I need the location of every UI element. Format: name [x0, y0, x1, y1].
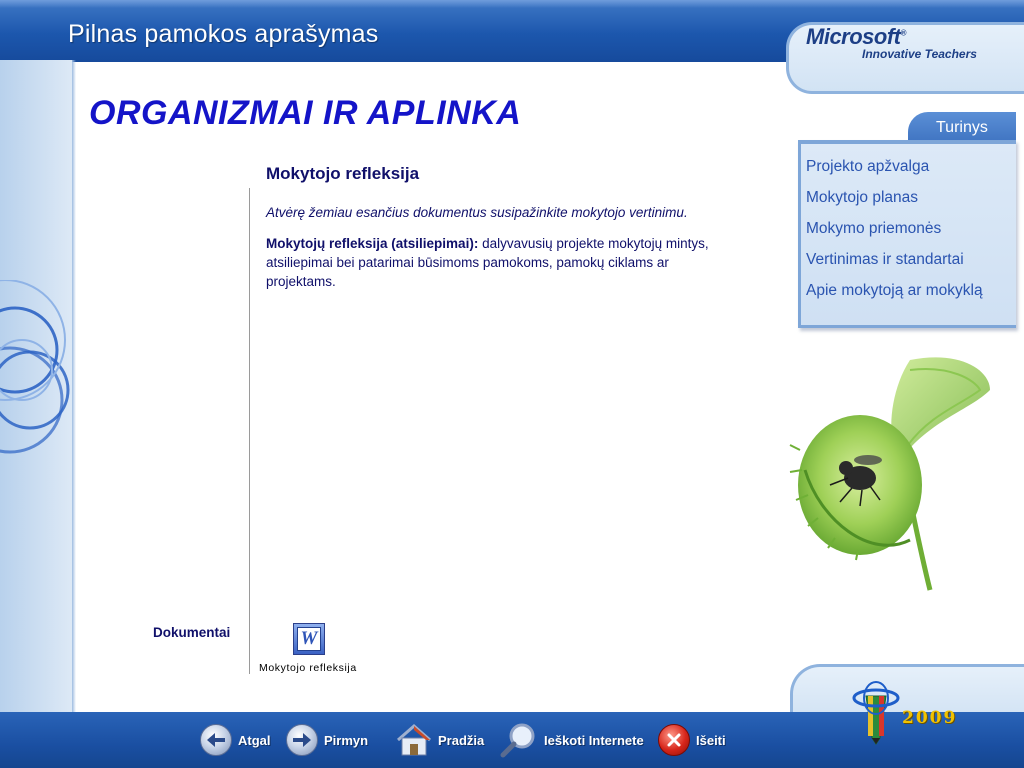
- word-document-icon[interactable]: [293, 623, 325, 655]
- decorative-rings-icon: [0, 280, 80, 480]
- document-link[interactable]: Mokytojo refleksija: [259, 662, 357, 674]
- search-internet-button[interactable]: [500, 720, 644, 760]
- search-internet-label: Ieškoti Internete: [544, 732, 644, 748]
- brand-subtitle: Innovative Teachers: [862, 47, 977, 61]
- menu-item-project-overview[interactable]: Projekto apžvalga: [806, 158, 930, 175]
- section-heading: Mokytojo refleksija: [266, 164, 420, 183]
- header-shine: [0, 0, 1024, 8]
- page-title: ORGANIZMAI IR APLINKA: [89, 94, 522, 132]
- forward-button[interactable]: [286, 720, 368, 760]
- back-button[interactable]: [200, 720, 271, 760]
- menu-item-about-teacher[interactable]: Apie mokytoją ar mokyklą: [806, 282, 983, 299]
- menu-item-teaching-tools[interactable]: Mokymo priemonės: [806, 220, 942, 237]
- venus-flytrap-image: [760, 350, 1000, 610]
- forward-label: Pirmyn: [324, 732, 369, 748]
- intro-text: Atvėrę žemiau esančius dokumentus susipažinkite mokytojo vertinimu.: [266, 205, 688, 220]
- microsoft-logo: Microsoft®: [806, 24, 906, 49]
- menu-item-assessment[interactable]: Vertinimas ir standartai: [806, 251, 964, 268]
- description-paragraph: [266, 234, 736, 291]
- year-badge: 2009: [902, 708, 958, 728]
- header-title: Pilnas pamokos aprašymas: [68, 20, 379, 48]
- home-button[interactable]: [396, 720, 484, 760]
- home-label: Pradžia: [438, 732, 485, 748]
- teacher-pencil-logo-icon: [850, 676, 902, 746]
- exit-button[interactable]: [658, 720, 726, 760]
- back-label: Atgal: [238, 732, 271, 748]
- description-text: dalyvavusių projekte mokytojų mintys, atsiliepimai bei patarimai būsimoms pamokoms, pamokų ciklams ar projektams.: [266, 236, 709, 289]
- menu-item-teacher-plan[interactable]: Mokytojo planas: [806, 189, 919, 206]
- word-glyph: W: [297, 627, 321, 651]
- arrow-right-icon: [286, 724, 318, 756]
- close-icon: [658, 724, 690, 756]
- description-label: Mokytojų refleksija (atsiliepimai):: [266, 236, 479, 251]
- magnifier-icon: [500, 722, 538, 758]
- documents-label: Dokumentai: [153, 625, 231, 640]
- home-icon: [396, 723, 432, 757]
- arrow-left-icon: [200, 724, 232, 756]
- brand-name: Microsoft: [806, 24, 901, 49]
- exit-label: Išeiti: [696, 732, 726, 748]
- menu-tab-label: Turinys: [936, 119, 988, 136]
- column-divider: [249, 188, 250, 674]
